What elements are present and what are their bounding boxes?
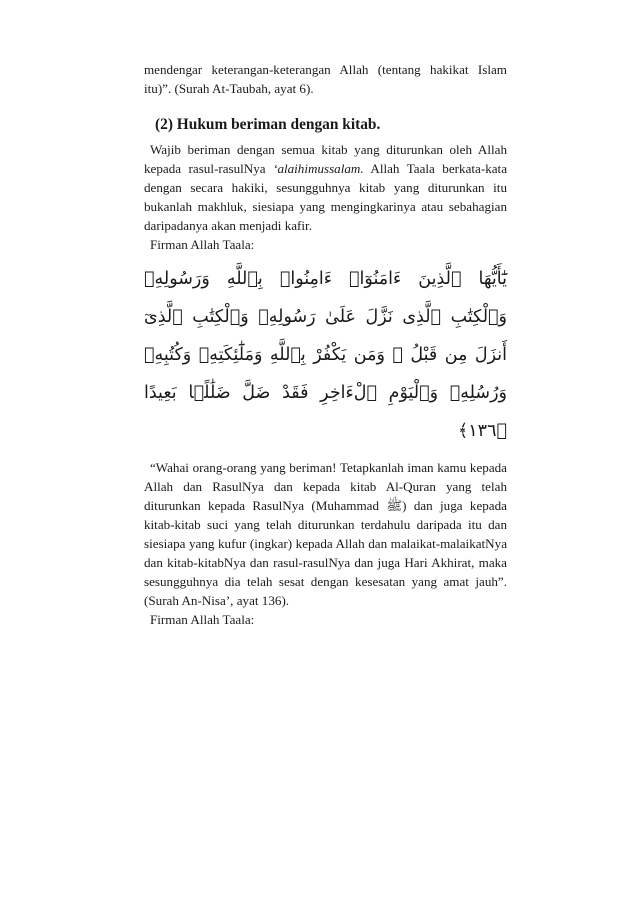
firman-label-2: Firman Allah Taala:	[150, 612, 255, 627]
paragraph-hukum-text-a: Wajib beriman dengan semua kitab yang diturunkan oleh Allah kepada rasul-rasulNya	[144, 142, 507, 176]
paragraph-hukum-text-b: Allah Taala berkata-kata dengan secara hakiki, sesungguhnya kitab yang diturunkan itu bukanlah makhluk, siesiapa yang mengingkarinya atau sebahagian daripadanya akan menjadi kafir.	[144, 161, 508, 233]
section-heading: (2) Hukum beriman dengan kitab.	[155, 116, 381, 133]
translation-text-b: ) dan juga kepada kitab-kitab suci yang telah diturunkan terdahulu daripada itu dan siesiapa yang kufur (ingkar) kepada Allah dan malaikat-malaikatNya dan kitab-kitabNya dan rasul-rasulNya dan juga Hari Akhirat, maka sesungguhnya dia telah sesat dengan kesesatan yang amat jauh”. (Surah An-Nisa’, ayat 136).	[144, 498, 507, 608]
firman-label-1: Firman Allah Taala:	[150, 237, 255, 252]
arabic-verse: يَٰٓأَيُّهَا ٱلَّذِينَ ءَامَنُوٓا۟ ءَامِنُوا۟ بِٱللَّهِ وَرَسُولِهِۦ وَٱلْكِتَٰبِ ٱلَّذِى نَزَّلَ عَلَىٰ رَسُولِهِۦ وَٱلْكِتَٰبِ ٱلَّذِىٓ أَنزَلَ مِن قَبْلُ ۚ وَمَن يَكْفُرْ بِٱللَّهِ وَمَلَٰٓئِكَتِهِۦ وَكُتُبِهِۦ وَرُسُلِهِۦ وَٱلْيَوْمِ ٱلْءَاخِرِ فَقَدْ ضَلَّ ضَلَٰلًۢا بَعِيدًا ﴿١٣٦﴾	[144, 269, 507, 441]
document-page	[144, 60, 507, 629]
translation-text-a: “Wahai orang-orang yang beriman! Tetapkanlah iman kamu kepada Allah dan RasulNya dan kepada kitab Al-Quran yang telah diturunkan kepada RasulNya (Muhammad	[144, 460, 507, 513]
paragraph-hukum	[144, 140, 507, 235]
paragraph-translation	[144, 458, 507, 610]
paragraph-hukum-italic: ‘alaihimussalam.	[273, 161, 364, 176]
paragraph-intro: mendengar keterangan-keterangan Allah (tentang hakikat Islam itu)”. (Surah At-Taubah, ayat 6).	[144, 62, 507, 96]
honorific-glyph: ﷺ	[386, 498, 403, 513]
